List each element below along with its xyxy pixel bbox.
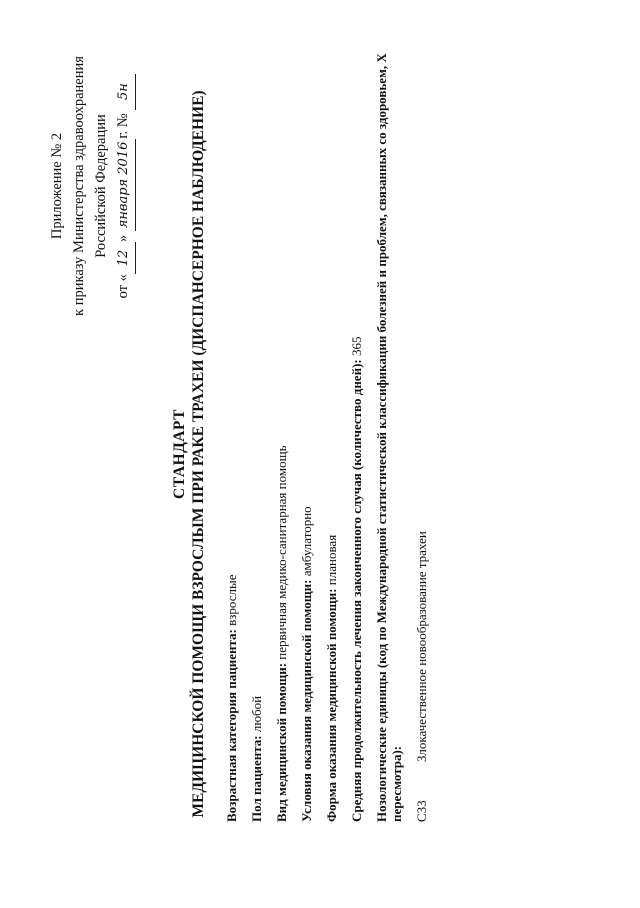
field-treatment-duration [349,22,364,822]
field-value: плановая [324,534,339,586]
icd-name: Злокачественное новообразование трахеи [414,531,429,762]
field-value: любой [249,695,264,733]
date-year-suffix: г. № [115,113,131,139]
field-care-conditions [299,22,314,822]
order-date-line [112,36,136,336]
handwritten-order-number: 5н [113,74,136,110]
field-label: Вид медицинской помощи: [274,662,289,822]
field-value: первичная медико-санитарная помощь [274,445,289,660]
field-label: Пол пациента: [249,735,264,822]
field-label: Условия оказания медицинской помощи: [299,579,314,822]
handwritten-day: 12 [113,242,136,274]
field-label: Средняя продолжительность лечения законченного случая (количество дней): [349,359,364,822]
field-age-category [224,22,239,822]
date-day-suffix: » [115,234,131,243]
title-subject: МЕДИЦИНСКОЙ ПОМОЩИ ВЗРОСЛЫМ ПРИ РАКЕ ТРАХЕИ (ДИСПАНСЕРНОЕ НАБЛЮДЕНИЕ) [190,90,207,818]
nosology-row [414,22,429,822]
field-value: взрослые [224,574,239,626]
field-label: Возрастная категория пациента: [224,629,239,822]
field-nosology [374,22,404,822]
order-issuer: к приказу Министерства здравоохранения [71,56,87,316]
standard-fields [224,22,429,822]
field-value: 365 [349,336,364,357]
field-value: амбулаторно [299,506,314,577]
document-title [170,10,208,898]
title-standard: СТАНДАРТ [171,409,188,499]
order-issuer-country: Российской Федерации [93,114,109,258]
approval-block [46,36,136,336]
field-label: Форма оказания медицинской помощи: [324,588,339,822]
field-label: Нозологические единицы (код по Международной статистической классификации болезней и проблем, связанных со здоровьем, X пересмотра): [374,53,404,822]
handwritten-month-year: января 2016 [113,139,136,232]
appendix-number: Приложение № 2 [49,132,65,240]
date-prefix: от « [115,274,131,299]
field-sex [249,22,264,822]
icd-code: C33 [414,800,429,822]
field-care-type [274,22,289,822]
field-care-form [324,22,339,822]
